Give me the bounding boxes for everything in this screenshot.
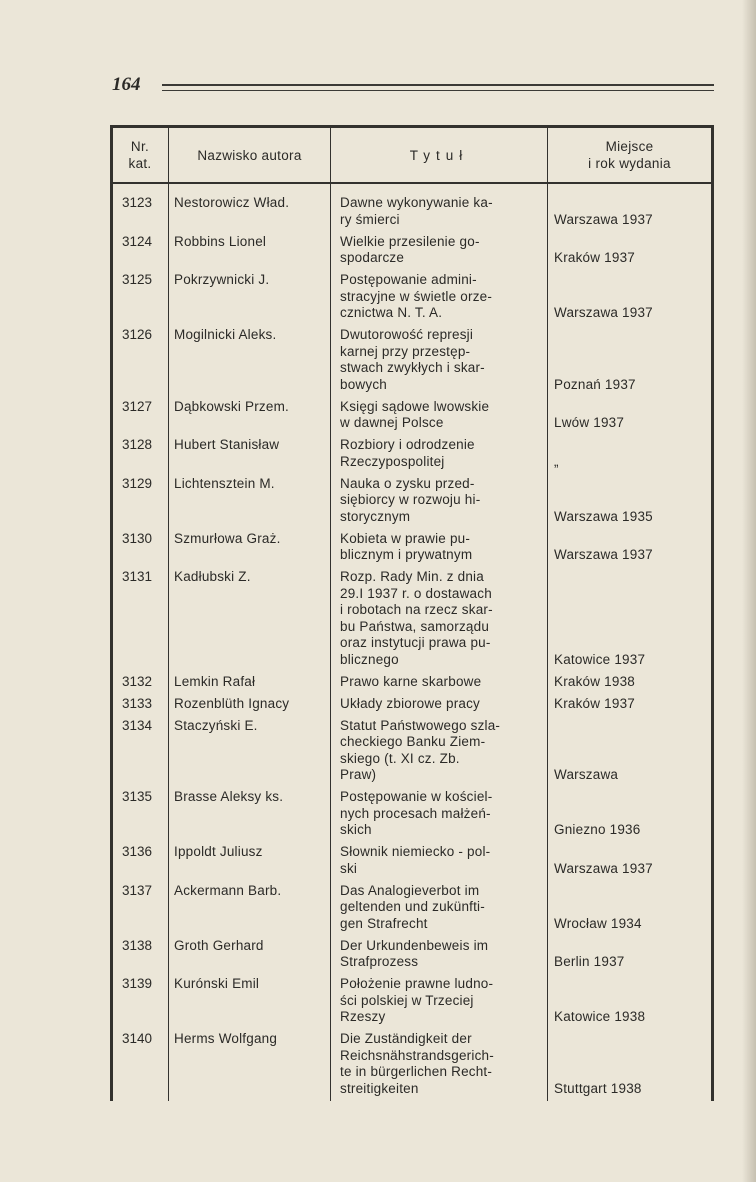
place-and-year: Warszawa 1937	[554, 305, 653, 320]
place-and-year: Poznań 1937	[554, 376, 636, 392]
header-place-year: Miejsce i rok wydania	[588, 139, 671, 171]
catalog-number: 3126	[122, 327, 153, 342]
place-and-year: Katowice 1938	[554, 1009, 646, 1024]
place-and-year: Warszawa 1937	[554, 211, 653, 227]
place-and-year: Lwów 1937	[554, 415, 625, 430]
place-and-year: Gniezno 1936	[554, 822, 641, 837]
catalog-number: 3137	[122, 882, 153, 898]
author-name: Groth Gerhard	[174, 937, 264, 953]
author-name: Dąbkowski Przem.	[174, 398, 289, 414]
catalog-number: 3140	[122, 1031, 153, 1046]
header-title: Tytuł	[409, 147, 469, 163]
author-name: Nestorowicz Wład.	[174, 195, 290, 210]
book-title: Der Urkundenbeweis im Strafprozess	[340, 937, 489, 969]
author-name: Hubert Stanisław	[174, 437, 280, 452]
catalog-number: 3133	[122, 695, 153, 711]
table-row	[110, 976, 714, 1026]
book-title: Słownik niemiecko - pol- ski	[340, 844, 491, 876]
place-and-year: Berlin 1937	[554, 954, 625, 969]
table-row	[110, 696, 714, 713]
catalog-number: 3136	[122, 844, 153, 859]
catalog-number: 3127	[122, 398, 153, 414]
book-title: Układy zbiorowe pracy	[340, 695, 481, 711]
catalog-number: 3129	[122, 475, 153, 491]
catalog-number: 3139	[122, 976, 153, 991]
place-and-year: Stuttgart 1938	[554, 1080, 642, 1096]
table-row	[110, 789, 714, 839]
table-row	[110, 569, 714, 668]
table-row	[110, 476, 714, 526]
table-row	[110, 674, 714, 691]
page-number: 164	[112, 74, 141, 95]
place-and-year: „	[554, 453, 559, 469]
catalog-number: 3138	[122, 937, 153, 953]
author-name: Ackermann Barb.	[174, 882, 282, 898]
book-title: Wielkie przesilenie go- spodarcze	[340, 233, 480, 265]
author-name: Herms Wolfgang	[174, 1031, 278, 1046]
author-name: Brasse Aleksy ks.	[174, 789, 284, 804]
author-name: Rozenblüth Ignacy	[174, 695, 290, 711]
catalog-number: 3134	[122, 717, 153, 733]
book-title: Położenie prawne ludno- ści polskiej w Trzeciej Rzeszy	[340, 976, 494, 1024]
table-row	[110, 938, 714, 971]
book-title: Die Zuständigkeit der Reichsnähstrandsgerich- te in bürgerlichen Recht- streitigkeiten	[340, 1031, 494, 1096]
table-header-border	[110, 182, 714, 184]
author-name: Mogilnicki Aleks.	[174, 327, 277, 342]
catalog-table	[110, 125, 714, 1101]
place-and-year: Wrocław 1934	[554, 915, 642, 931]
table-row	[110, 195, 714, 228]
book-title: Das Analogieverbot im geltenden und zukünfti- gen Strafrecht	[340, 882, 485, 931]
place-and-year: Warszawa 1935	[554, 508, 653, 524]
book-title: Dawne wykonywanie ka- ry śmierci	[340, 195, 493, 227]
place-and-year: Kraków 1937	[554, 250, 635, 265]
table-row	[110, 234, 714, 267]
catalog-number: 3125	[122, 272, 153, 287]
author-name: Szmurłowa Graż.	[174, 530, 281, 546]
book-title: Rozbiory i odrodzenie Rzeczypospolitej	[340, 437, 475, 469]
table-row	[110, 1031, 714, 1097]
book-title: Prawo karne skarbowe	[340, 673, 482, 689]
place-and-year: Warszawa	[554, 767, 619, 782]
header-author: Nazwisko autora	[197, 147, 302, 163]
author-name: Kurónski Emil	[174, 976, 260, 991]
author-name: Lemkin Rafał	[174, 673, 256, 689]
table-row	[110, 883, 714, 933]
catalog-number: 3128	[122, 437, 153, 452]
book-title: Dwutorowość represji karnej przy przestęp- stwach zwykłych i skar- bowych	[340, 327, 485, 392]
place-and-year: Kraków 1937	[554, 695, 635, 711]
table-row	[110, 437, 714, 470]
catalog-number: 3131	[122, 569, 153, 584]
book-title: Kobieta w prawie pu- blicznym i prywatnym	[340, 530, 473, 562]
book-title: Statut Państwowego szla- checkiego Banku Ziem- skiego (t. XI cz. Zb. Praw)	[340, 717, 501, 782]
catalog-number: 3132	[122, 673, 153, 689]
table-row	[110, 718, 714, 784]
place-and-year: Katowice 1937	[554, 651, 646, 667]
place-and-year: Kraków 1938	[554, 673, 635, 689]
place-and-year: Warszawa 1937	[554, 860, 653, 876]
book-title: Nauka o zysku przed- siębiorcy w rozwoju hi- storycznym	[340, 475, 481, 524]
table-row	[110, 399, 714, 432]
place-and-year: Warszawa 1937	[554, 547, 653, 562]
book-title: Postępowanie admini- stracyjne w świetle orze- cznictwa N. T. A.	[340, 272, 493, 320]
author-name: Lichtensztein M.	[174, 475, 275, 491]
table-row	[110, 531, 714, 564]
author-name: Staczyński E.	[174, 717, 258, 733]
header-rule-thick	[162, 84, 714, 86]
author-name: Kadłubski Z.	[174, 569, 251, 584]
book-title: Postępowanie w kościel- nych procesach małżeń- skich	[340, 789, 493, 837]
book-title: Księgi sądowe lwowskie w dawnej Polsce	[340, 398, 490, 430]
table-row	[110, 844, 714, 877]
catalog-number: 3135	[122, 789, 153, 804]
header-rule-thin	[162, 90, 714, 91]
author-name: Ippoldt Juliusz	[174, 844, 263, 859]
page-edge-shadow	[742, 0, 756, 1182]
catalog-number: 3123	[122, 195, 153, 210]
book-title: Rozp. Rady Min. z dnia 29.I 1937 r. o dostawach i robotach na rzecz skar- bu Państwa, samorządu oraz instytucji prawa pu- blicznego	[340, 569, 493, 667]
table-row	[110, 327, 714, 393]
catalog-number: 3130	[122, 530, 153, 546]
author-name: Robbins Lionel	[174, 233, 267, 249]
catalog-number: 3124	[122, 233, 153, 249]
table-row	[110, 272, 714, 322]
author-name: Pokrzywnicki J.	[174, 272, 270, 287]
header-catalog-number: Nr. kat.	[128, 139, 152, 171]
